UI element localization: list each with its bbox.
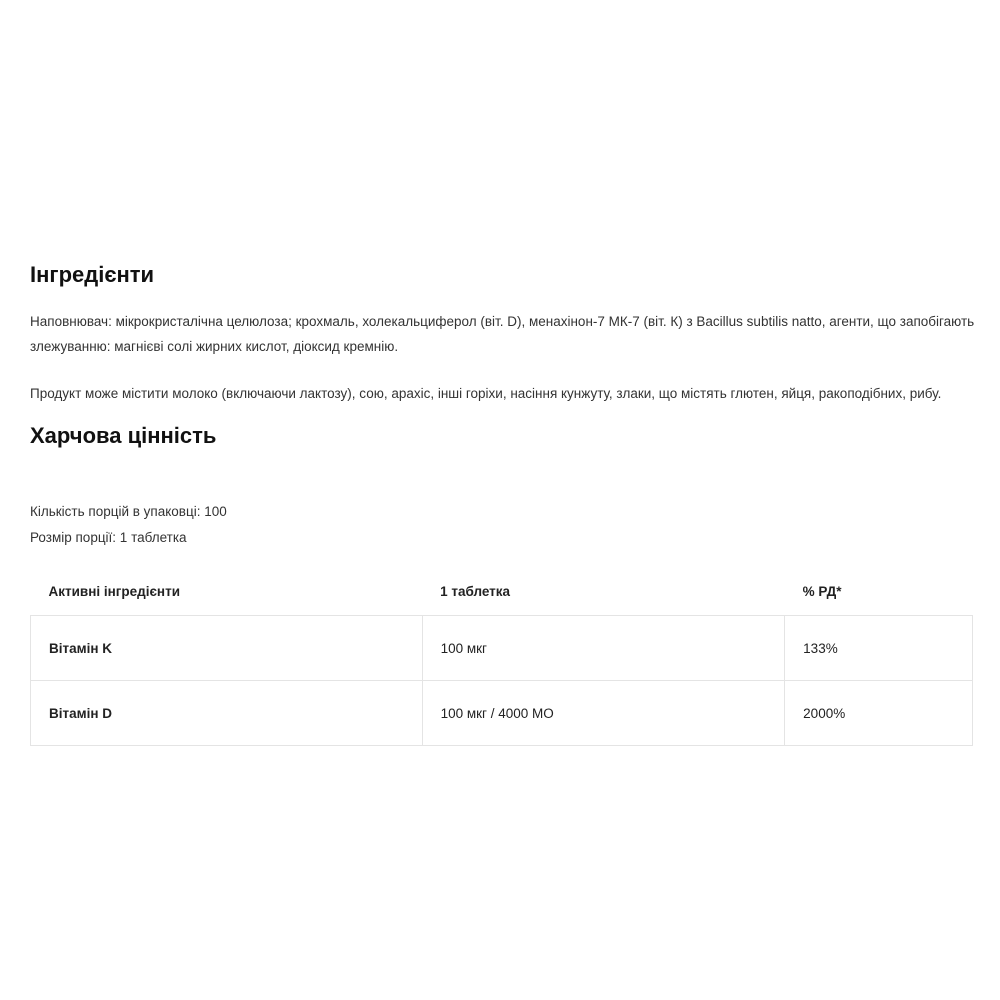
column-header-amount: 1 таблетка	[440, 583, 511, 599]
table-header-row	[31, 567, 973, 616]
servings-per-container: Кількість порцій в упаковці: 100	[30, 504, 227, 519]
ingredient-amount: 100 мкг / 4000 МО	[422, 681, 785, 746]
ingredients-heading: Інгредієнти	[30, 262, 155, 287]
ingredient-name: Вітамін K	[31, 616, 423, 681]
ingredient-name: Вітамін D	[31, 681, 423, 746]
nutrition-table	[30, 567, 973, 746]
column-header-ingredient: Активні інгредієнти	[48, 583, 180, 599]
nutrition-heading: Харчова цінність	[30, 423, 217, 448]
serving-size: Розмір порції: 1 таблетка	[30, 530, 187, 545]
product-info	[30, 258, 975, 746]
table-row	[31, 616, 973, 681]
column-header-daily-value: % РД*	[802, 583, 842, 599]
ingredients-text: Наповнювач: мікрокристалічна целюлоза; крохмаль, холекальциферол (віт. D), менахінон-7 МК-7 (віт. К) з Bacillus subtilis natto, агенти, що запобігають злежуванню: магнієві солі жирних кислот, діоксид кремнію.	[30, 314, 975, 354]
table-row	[31, 681, 973, 746]
ingredient-daily-value: 2000%	[785, 681, 973, 746]
ingredient-daily-value: 133%	[785, 616, 973, 681]
allergens-text: Продукт може містити молоко (включаючи лактозу), сою, арахіс, інші горіхи, насіння кунжуту, злаки, що містять глютен, яйця, ракоподібних, рибу.	[30, 386, 942, 401]
ingredient-amount: 100 мкг	[422, 616, 785, 681]
